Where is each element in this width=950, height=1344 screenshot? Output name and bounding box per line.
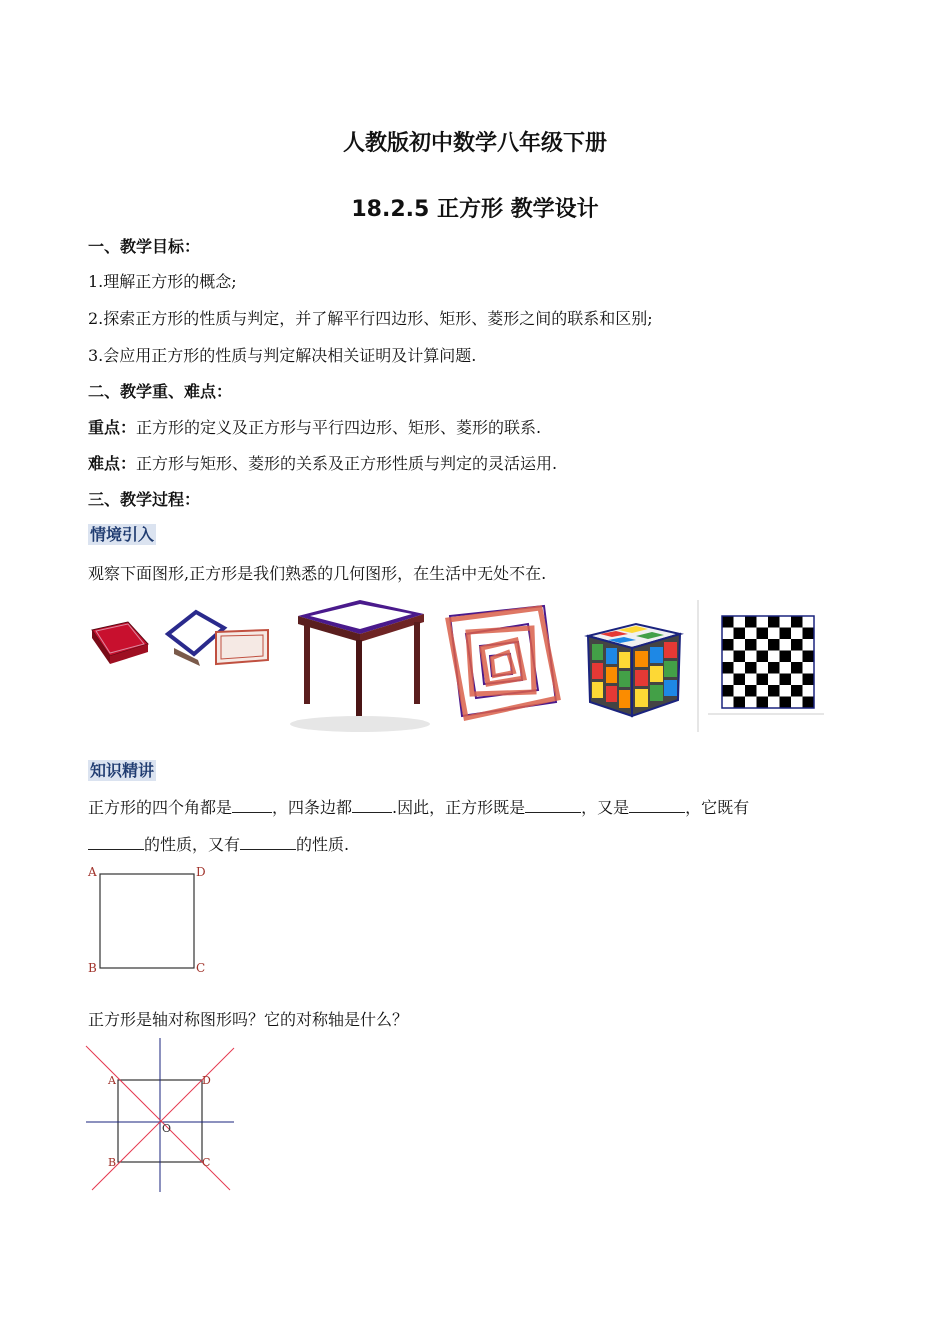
blank-1[interactable] [232, 798, 272, 813]
key-point-text: 正方形的定义及正方形与平行四边形、矩形、菱形的联系. [136, 418, 542, 437]
chessboard-cell [734, 697, 746, 709]
chessboard-cell [780, 651, 792, 663]
chessboard-cell [722, 697, 734, 709]
vertex-d-label-2: D [202, 1074, 211, 1087]
knowledge-tag: 知识精讲 [90, 761, 155, 780]
chessboard-cell [791, 639, 803, 651]
chessboard-cell [768, 616, 780, 628]
chessboard-cell [780, 616, 792, 628]
chessboard-cell [803, 651, 815, 663]
chessboard-cell [722, 616, 734, 628]
chessboard-cell [780, 685, 792, 697]
nested-squares-image [448, 606, 558, 718]
intro-tag-line [88, 522, 156, 545]
fill-in-text-1c: .因此，正方形既是 [392, 798, 526, 817]
chessboard-cell [791, 616, 803, 628]
chessboard-cell [745, 651, 757, 663]
chessboard-cell [803, 685, 815, 697]
blank-6[interactable] [240, 835, 296, 850]
section2-heading: 二、教学重、难点： [88, 382, 233, 401]
chessboard-cell [734, 628, 746, 640]
chessboard-cell [791, 674, 803, 686]
chessboard-cell [803, 628, 815, 640]
vertex-b-label-2: B [108, 1156, 117, 1169]
chessboard-image [722, 616, 814, 708]
chessboard-cell [745, 616, 757, 628]
chessboard-cell [757, 616, 769, 628]
chessboard-cell [757, 697, 769, 709]
chessboard-cell [780, 697, 792, 709]
vertex-c-label-2: C [202, 1156, 211, 1169]
red-box-image [92, 622, 148, 664]
chessboard-cell [780, 674, 792, 686]
chessboard-cell [722, 639, 734, 651]
section1-heading: 一、教学目标： [88, 237, 201, 256]
vertex-a-label: A [88, 865, 97, 879]
chessboard-cell [780, 628, 792, 640]
chessboard-cell [768, 628, 780, 640]
chessboard-cell [757, 639, 769, 651]
fill-in-line-2 [88, 832, 349, 855]
chessboard-cell [768, 697, 780, 709]
chessboard-cell [722, 651, 734, 663]
square-abcd-figure [86, 864, 216, 980]
chessboard-cell [803, 639, 815, 651]
blank-4[interactable] [629, 798, 685, 813]
fill-in-line-1 [88, 795, 749, 818]
chessboard-cell [734, 651, 746, 663]
vertex-a-label-2: A [108, 1074, 116, 1087]
chessboard-cell [722, 628, 734, 640]
chessboard-cell [757, 662, 769, 674]
intro-tag: 情境引入 [90, 525, 155, 544]
key-point [88, 415, 541, 438]
chessboard-cell [722, 674, 734, 686]
fill-in-text-2a: 的性质，又有 [144, 835, 241, 854]
chessboard-cell [791, 685, 803, 697]
chessboard-cell [757, 685, 769, 697]
chessboard-cell [768, 674, 780, 686]
chessboard-cell [734, 616, 746, 628]
chessboard-cell [768, 662, 780, 674]
vertex-b-label: B [88, 961, 97, 975]
intro-text: 观察下面图形,正方形是我们熟悉的几何图形，在生活中无处不在. [88, 564, 547, 583]
chessboard-cell [803, 674, 815, 686]
knowledge-tag-line [88, 758, 156, 781]
blank-5[interactable] [88, 835, 144, 850]
chessboard-cell [803, 697, 815, 709]
fill-in-text-1a: 正方形的四个角都是 [88, 798, 233, 817]
chessboard-cell [768, 685, 780, 697]
square-outline [100, 874, 194, 968]
section3-heading: 三、教学过程： [88, 490, 201, 509]
symmetry-axes-figure [84, 1036, 240, 1196]
chessboard-cell [757, 628, 769, 640]
real-life-squares-illustrations [88, 594, 868, 734]
chessboard-cell [780, 662, 792, 674]
vertex-c-label: C [196, 961, 206, 975]
symmetry-question: 正方形是轴对称图形吗？它的对称轴是什么？ [88, 1010, 409, 1029]
rubik-cube-image [588, 624, 680, 716]
chessboard-cell [734, 674, 746, 686]
center-o-label: O [162, 1122, 172, 1135]
chessboard-cell [734, 662, 746, 674]
open-box-image [168, 612, 268, 666]
chessboard-cell [791, 662, 803, 674]
chessboard-cell [768, 639, 780, 651]
fill-in-text-1d: ，又是 [581, 798, 630, 817]
chessboard-cell [745, 685, 757, 697]
chessboard-cell [745, 662, 757, 674]
chessboard-cell [734, 639, 746, 651]
chessboard-cell [734, 685, 746, 697]
difficult-point [88, 451, 557, 474]
document-subtitle: 18.2.5 正方形 教学设计 [351, 197, 599, 222]
difficult-point-label: 难点： [88, 454, 137, 473]
chessboard-cell [791, 651, 803, 663]
chessboard-cell [745, 639, 757, 651]
chessboard-cell [745, 628, 757, 640]
chessboard-cell [757, 651, 769, 663]
chessboard-cell [780, 639, 792, 651]
blank-3[interactable] [525, 798, 581, 813]
document-title: 人教版初中数学八年级下册 [342, 131, 607, 156]
chessboard-cell [745, 697, 757, 709]
square-table-image [290, 600, 430, 732]
chessboard-cell [803, 616, 815, 628]
chessboard-cell [803, 662, 815, 674]
key-point-label: 重点： [88, 418, 137, 437]
chessboard-cell [722, 662, 734, 674]
difficult-point-text: 正方形与矩形、菱形的关系及正方形性质与判定的灵活运用. [136, 454, 558, 473]
chessboard-cell [791, 697, 803, 709]
fill-in-text-1b: ，四条边都 [272, 798, 353, 817]
objective-2: 2.探索正方形的性质与判定，并了解平行四边形、矩形、菱形之间的联系和区别; [88, 309, 653, 328]
chessboard-cell [791, 628, 803, 640]
chessboard-cell [722, 685, 734, 697]
fill-in-text-2b: 的性质. [296, 835, 350, 854]
blank-2[interactable] [352, 798, 392, 813]
chessboard-cell [745, 674, 757, 686]
vertex-d-label: D [196, 865, 206, 879]
objective-1: 1.理解正方形的概念; [88, 272, 237, 291]
fill-in-text-1e: ，它既有 [685, 798, 750, 817]
objective-3: 3.会应用正方形的性质与判定解决相关证明及计算问题. [88, 346, 477, 365]
chessboard-cell [757, 674, 769, 686]
chessboard-cell [768, 651, 780, 663]
